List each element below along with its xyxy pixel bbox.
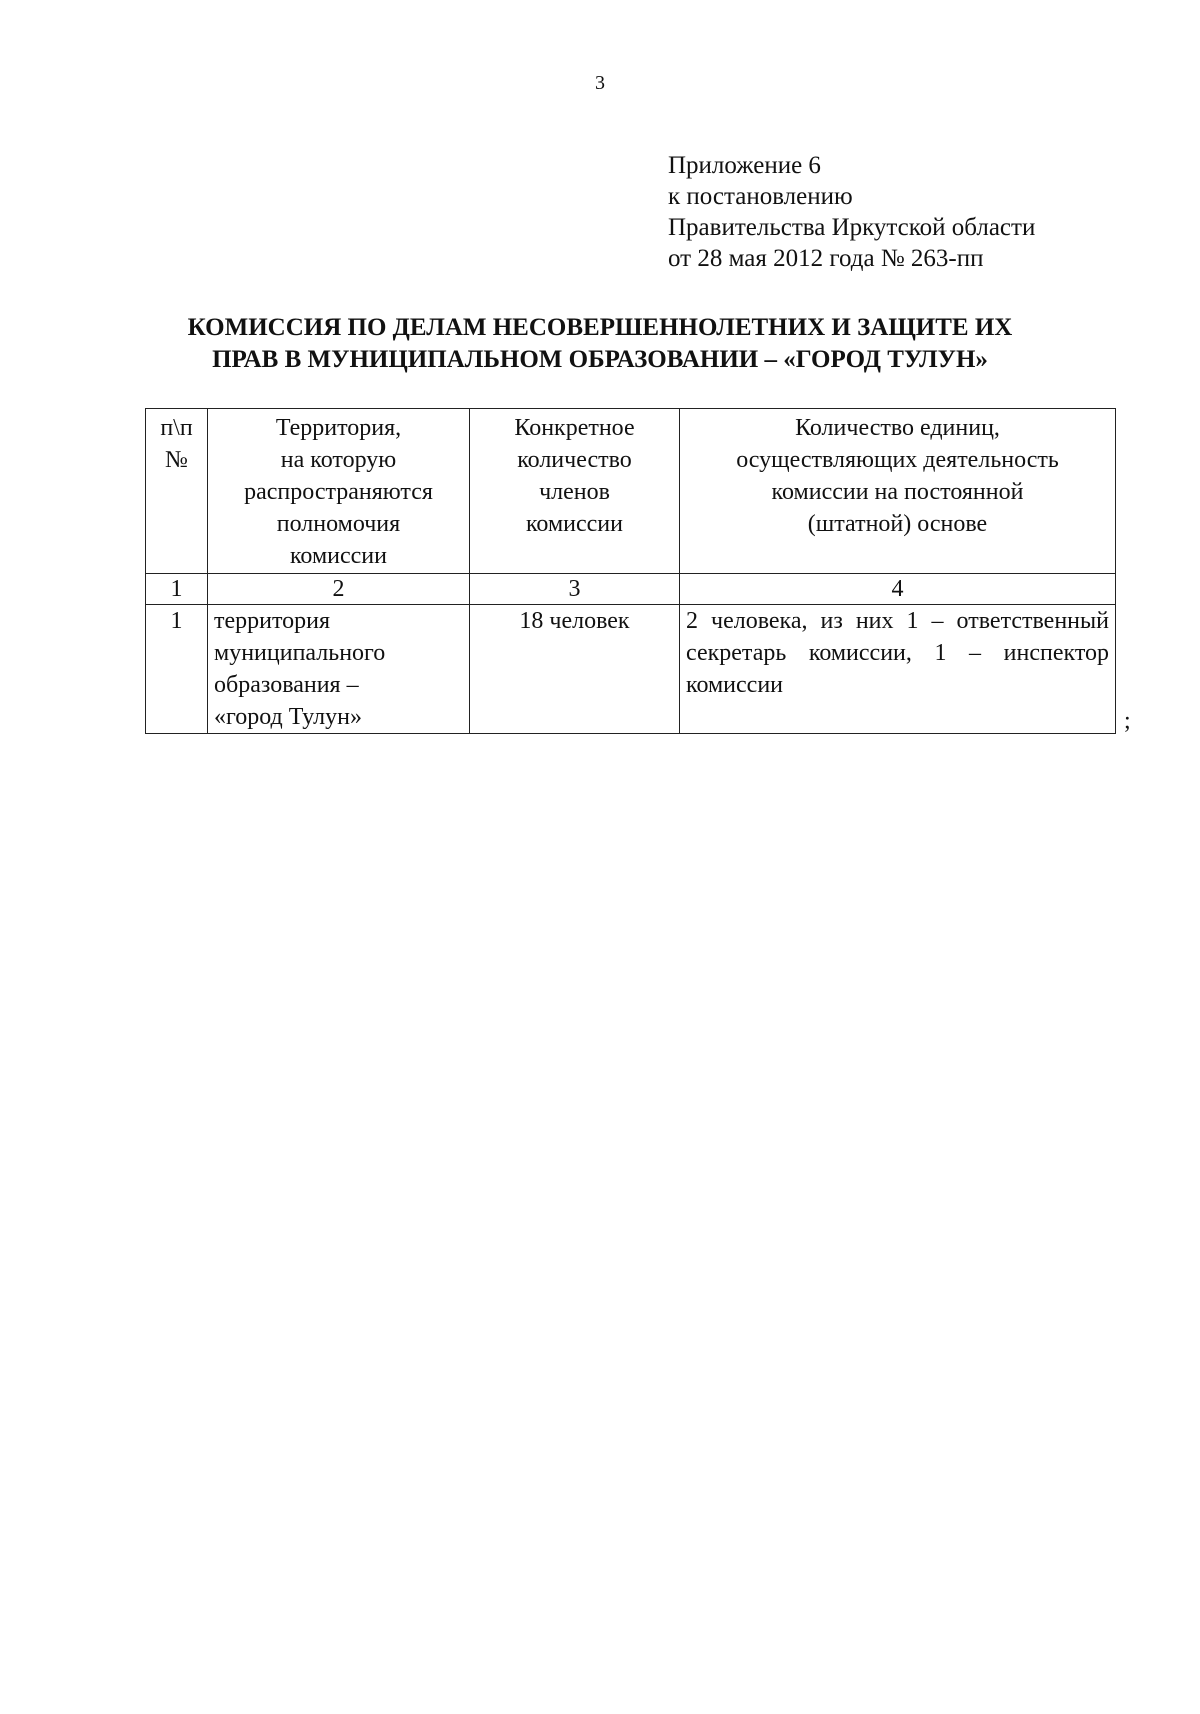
annex-line: Правительства Иркутской области xyxy=(668,214,1036,241)
header-text: распространяются xyxy=(244,479,433,505)
row-number: 1 xyxy=(146,605,208,734)
annex-line: от 28 мая 2012 года № 263-пп xyxy=(668,245,984,272)
row-units: 2 человека, из них 1 – ответственный секретарь комиссии, 1 – инспектор комиссии xyxy=(680,605,1116,734)
header-text: комиссии xyxy=(289,543,387,569)
territory-text: муниципального xyxy=(214,640,386,666)
territory-text: «город Тулун» xyxy=(214,704,362,730)
header-cell-units xyxy=(680,409,1116,574)
territory-text: территория xyxy=(214,608,331,634)
header-text: (штатной) основе xyxy=(807,511,988,537)
annex-line: к постановлению xyxy=(668,183,853,210)
header-text: Количество единиц, xyxy=(795,415,1000,441)
table-header-row xyxy=(146,409,1116,574)
header-text: полномочия xyxy=(276,511,401,537)
header-cell-number xyxy=(146,409,208,574)
column-number: 2 xyxy=(208,574,470,605)
annex-line: Приложение 6 xyxy=(668,152,821,179)
table-row xyxy=(146,605,1116,734)
header-text: членов xyxy=(539,479,610,505)
title-line: ПРАВ В МУНИЦИПАЛЬНОМ ОБРАЗОВАНИИ – «ГОРОД ТУЛУН» xyxy=(212,346,988,373)
title-line: КОМИССИЯ ПО ДЕЛАМ НЕСОВЕРШЕННОЛЕТНИХ И ЗАЩИТЕ ИХ xyxy=(187,314,1013,341)
header-text: п\п xyxy=(160,415,193,441)
column-number-row xyxy=(146,574,1116,605)
annex-block xyxy=(668,150,1035,274)
header-text: количество xyxy=(517,447,632,473)
header-text: № xyxy=(165,447,188,473)
header-text: комиссии на постоянной xyxy=(771,479,1024,505)
header-cell-members xyxy=(470,409,680,574)
column-number: 1 xyxy=(146,574,208,605)
trailing-semicolon: ; xyxy=(1124,708,1131,734)
territory-text: образования – xyxy=(214,672,359,698)
header-cell-territory xyxy=(208,409,470,574)
header-text: Конкретное xyxy=(514,415,635,441)
header-text: Территория, xyxy=(275,415,402,441)
column-number: 3 xyxy=(470,574,680,605)
row-members: 18 человек xyxy=(470,605,680,734)
header-text: осуществляющих деятельность xyxy=(736,447,1059,473)
column-number: 4 xyxy=(680,574,1116,605)
header-text: комиссии xyxy=(525,511,623,537)
commission-table xyxy=(145,408,1116,734)
header-text: на которую xyxy=(280,447,397,473)
row-territory xyxy=(208,605,470,734)
document-title xyxy=(100,312,1100,376)
page-number: 3 xyxy=(595,72,605,94)
